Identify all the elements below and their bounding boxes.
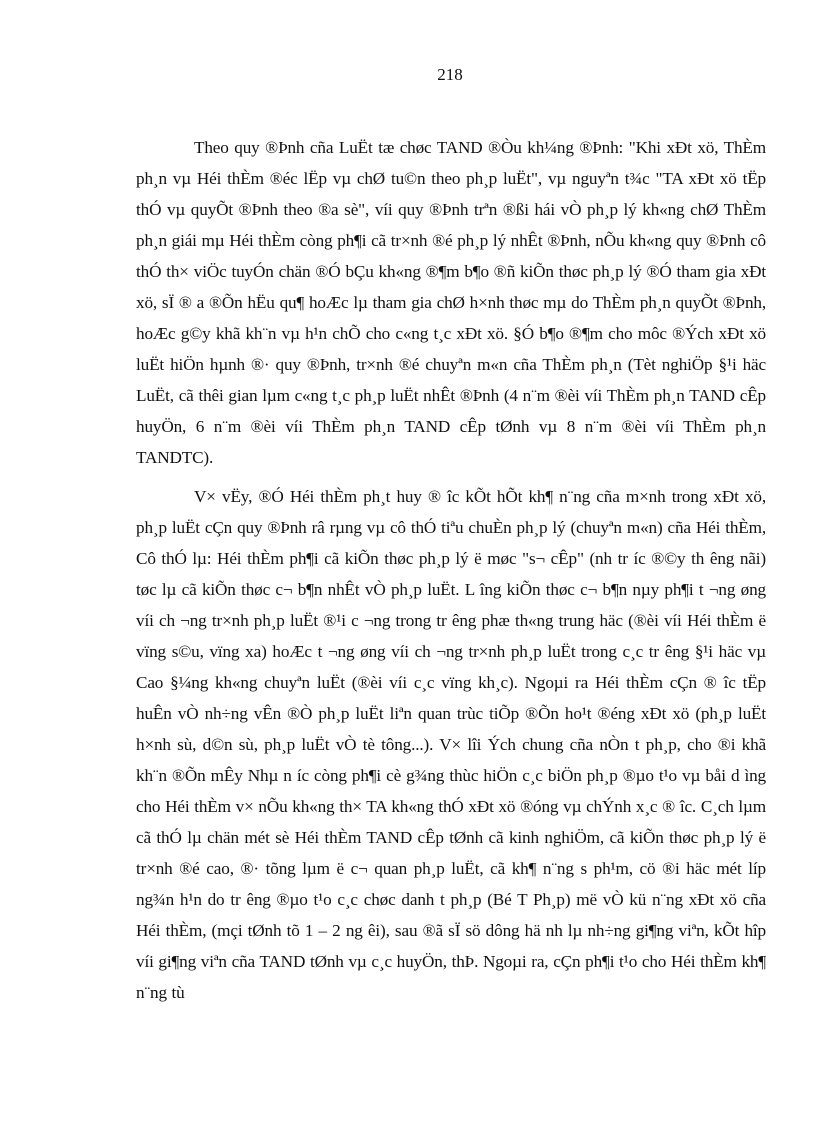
page-number: 218 <box>437 65 463 84</box>
body-text <box>136 132 766 1016</box>
paragraph-1: Theo quy ®Þnh cña LuËt tæ chøc TAND ®Òu kh¼ng ®Þnh: "Khi xÐt xö, ThÈm ph¸n vµ Héi thÈm ®éc lËp vµ chØ tu©n theo ph¸p luËt", vµ nguyªn t¾c "TA xÐt xö tËp thÓ vµ quyÕt ®Þnh theo ®a sè", víi quy ®Þnh trªn ®ßi hái vÒ ph¸p lý kh«ng chØ ThÈm ph¸n giái mµ Héi thÈm còng ph¶i cã tr×nh ®é ph¸p lý nhÊt ®Þnh, nÕu kh«ng quy ®Þnh cô thÓ th× viÖc tuyÓn chän ®Ó bÇu kh«ng ®¶m b¶o ®ñ kiÕn thøc ph¸p lý ®Ó tham gia xÐt xö, sÏ ® a ®Õn hËu qu¶ hoÆc lµ tham gia chØ h×nh thøc mµ do ThÈm ph¸n quyÕt ®Þnh, hoÆc g©y khã kh¨n vµ h¹n chÕ cho c«ng t¸c xÐt xö. §Ó b¶o ®¶m cho môc ®Ých xÐt xö luËt hiÖn hµnh ®· quy ®Þnh, tr×nh ®é chuyªn m«n cña ThÈm ph¸n (Tèt nghiÖp §¹i häc LuËt, cã thêi gian lµm c«ng t¸c ph¸p luËt nhÊt ®Þnh (4 n¨m ®èi víi ThÈm ph¸n TAND cÊp huyÖn, 6 n¨m ®èi víi ThÈm ph¸n TAND cÊp tØnh vµ 8 n¨m ®èi víi ThÈm ph¸n TANDTC). <box>136 138 766 467</box>
paragraph-2: V× vËy, ®Ó Héi thÈm ph¸t huy ® îc kÕt hÕt kh¶ n¨ng cña m×nh trong xÐt xö, ph¸p luËt cÇn quy ®Þnh râ rµng vµ cô thÓ tiªu chuÈn ph¸p lý (chuyªn m«n) cña Héi thÈm, Cô thÓ lµ: Héi thÈm ph¶i cã kiÕn thøc ph¸p lý ë møc "s¬ cÊp" (nh tr íc ®©y th êng nãi) tøc lµ cã kiÕn thøc c¬ b¶n nhÊt vÒ ph¸p luËt. L îng kiÕn thøc c¬ b¶n nµy ph¶i t ¬ng øng víi ch ¬ng tr×nh ph¸p luËt ®¹i c ¬ng trong tr êng phæ th«ng trung häc (®èi víi Héi thÈm ë vïng s©u, vïng xa) hoÆc t ¬ng øng víi ch ¬ng tr×nh ph¸p luËt trong c¸c tr êng §¹i häc vµ Cao §¼ng kh«ng chuyªn luËt (®èi víi c¸c vïng kh¸c). Ngoµi ra Héi thÈm cÇn ® îc tËp huÊn vÒ nh÷ng vÊn ®Ò ph¸p luËt liªn quan trùc tiÕp ®Õn ho¹t ®éng xÐt xö (ph¸p luËt h×nh sù, d©n sù, ph¸p luËt vÒ tè tông...). V× lîi Ých chung cña nÒn t ph¸p, cho ®i khã kh¨n ®Õn mÊy Nhµ n íc còng ph¶i cè g¾ng thùc hiÖn c¸c biÖn ph¸p ®µo t¹o vµ båi d ìng cho Héi thÈm v× nÕu kh«ng th× TA kh«ng thÓ xÐt xö ®óng vµ chÝnh x¸c ® îc. C¸ch lµm cã thÓ lµ chän mét sè Héi thÈm TAND cÊp tØnh cã kinh nghiÖm, cã kiÕn thøc ph¸p lý ë tr×nh ®é cao, ®· tõng lµm ë c¬ quan ph¸p luËt, cã kh¶ n¨ng s ph¹m, cö ®i häc mét líp ng¾n h¹n do tr êng ®µo t¹o c¸c chøc danh t ph¸p (Bé T Ph¸p) më vÒ kü n¨ng xÐt xö cña Héi thÈm, (mçi tØnh tõ 1 – 2 ng êi), sau ®ã sÏ sö dông hä nh lµ nh÷ng gi¶ng viªn, kÕt hîp víi gi¶ng viªn cña TAND tØnh vµ c¸c huyÖn, thÞ. Ngoµi ra, cÇn ph¶i t¹o cho Héi thÈm kh¶ n¨ng tù <box>136 487 766 1002</box>
